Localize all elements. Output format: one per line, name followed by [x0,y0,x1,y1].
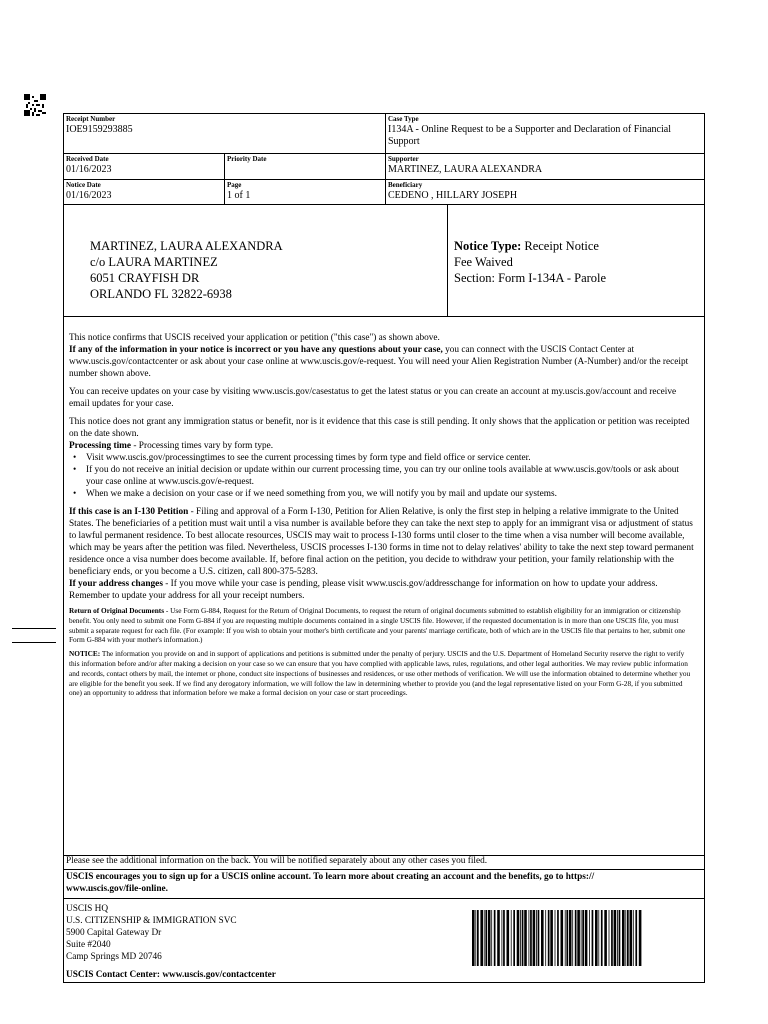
page-cell [225,180,386,205]
page-number: 1 of 1 [227,190,251,201]
list-item: • Visit www.uscis.gov/processingtimes to see the current processing times by form type and field office or service center. [81,452,696,464]
received-date-label: Received Date [66,155,109,163]
page-label: Page [227,181,242,189]
paragraph: You can receive updates on your case by visiting www.uscis.gov/casestatus to get the latest status or you can create an account at my.uscis.gov/account and receive email updates for your case. [69,387,677,409]
form-section: Section: Form I-134A - Parole [454,271,607,285]
address-line: c/o LAURA MARTINEZ [90,255,218,269]
fold-mark [12,628,56,629]
paragraph: NOTICE: The information you provide on and in support of applications and petitions is submitted under the penalty of perjury. USCIS and the U.S. Department of Homeland Security reserve the right to verify this information before and/or after making a decision on your case so we can ensure that you have complied with applicable laws, rules, regulations, and other legal authorities. We may review public information and records, contact others by mail, the internet or phone, conduct site inspections of businesses and residences, or use other methods of verification. We will use the information obtained to determine whether you are eligible for the benefit you seek. If we find any derogatory information, we will follow the law in determining whether to provide you (and the legal representative listed on your Form G-28, if you submitted one) an opportunity to address that information before we make a formal decision on your case or start proceedings. [69,649,691,698]
notice-type-label: Notice Type: [454,239,522,253]
notice-date-cell [64,180,225,205]
beneficiary: CEDENO , HILLARY JOSEPH [388,190,518,201]
address-line: ORLANDO FL 32822-6938 [90,287,232,301]
notice-date-label: Notice Date [66,181,101,189]
receipt-notice-form [63,113,705,983]
case-type: I134A - Online Request to be a Supporter and Declaration of Financial Support [388,124,671,147]
additional-info: Please see the additional information on the back. You will be notified separately about any other cases you filed. [66,856,488,866]
uscis-address: USCIS HQ U.S. CITIZENSHIP & IMMIGRATION SVC 5900 Capital Gateway Dr Suite #2040 Camp Springs MD 20746 [66,904,237,962]
priority-date-cell [225,154,386,180]
online-account-notice: USCIS encourages you to sign up for a USCIS online account. To learn more about creating an account and the benefits, go to https:// www.uscis.gov/file-online. [66,872,595,894]
priority-date-label: Priority Date [227,155,267,163]
beneficiary-cell [386,180,704,205]
paragraph: If your address changes - If you move while your case is pending, please visit www.uscis.gov/addresschange for information on how to update your address. Remember to update your address for all your receipt numbers. [69,579,658,601]
received-date: 01/16/2023 [66,164,112,175]
notice-type-block [454,238,606,286]
fee-status: Fee Waived [454,255,513,269]
notice-body [69,332,696,704]
received-date-cell [64,154,225,180]
receipt-number-cell [64,114,386,154]
receipt-number: IOE9159293885 [66,124,133,135]
notice-type-value: Receipt Notice [524,239,599,253]
contact-center: USCIS Contact Center: www.uscis.gov/contactcenter [66,970,276,980]
processing-list [69,452,696,500]
fold-mark [12,642,56,643]
list-item: • If you do not receive an initial decision or update within our current processing time, you can try our online tools available at www.uscis.gov/tools or ask about your case online at www.uscis.gov/e-request. [81,464,696,488]
receipt-number-label: Receipt Number [66,115,116,123]
paragraph: This notice confirms that USCIS received your application or petition ("this case") as shown above. If any of the information in your notice is incorrect or you have any questions about your case, you can connect with the USCIS Contact Center at www.uscis.gov/contactcenter or ask about your case online at www.uscis.gov/e-request. You will need your Alien Registration Number (A-Number) and/or the receipt number shown above. [69,333,689,379]
case-type-cell [386,114,704,154]
mailing-address [90,238,283,302]
address-line: MARTINEZ, LAURA ALEXANDRA [90,239,283,253]
notice-date: 01/16/2023 [66,190,112,201]
beneficiary-label: Beneficiary [388,181,423,189]
qr-code-icon [24,94,46,116]
divider [64,316,704,317]
supporter-cell [386,154,704,180]
paragraph: Return of Original Documents - Use Form G-884, Request for the Return of Original Documents, to request the return of original documents submitted to establish eligibility for an immigration or citizenship benefit. You only need to submit one Form G-884 if you are requesting multiple documents contained in a single USCIS file. However, if the requested documentation is in more than one USCIS file, you must submit a separate request for each file. (For example: If you wish to obtain your mother's birth certificate and your parents' marriage certificate, both of which are in the USCIS file that pertains to her, submit one Form G-884 with your mother's information.) [69,606,686,645]
supporter: MARTINEZ, LAURA ALEXANDRA [388,164,543,175]
barcode-icon [472,910,644,966]
supporter-label: Supporter [388,155,419,163]
address-line: 6051 CRAYFISH DR [90,271,200,285]
list-item: • When we make a decision on your case or if we need something from you, we will notify you by mail and update our systems. [81,488,696,500]
case-type-label: Case Type [388,115,419,123]
paragraph: This notice does not grant any immigration status or benefit, nor is it evidence that this case is still pending. It only shows that the application or petition was receipted on the date shown. [69,417,690,439]
processing-time: Processing time - Processing times vary by form type. [69,441,274,451]
paragraph: If this case is an I-130 Petition - Filing and approval of a Form I-130, Petition for Alien Relative, is only the first step in helping a relative immigrate to the United States. The beneficiaries of a petition must wait until a visa number is available before they can take the next step to apply for an immigrant visa or adjustment of status to lawful permanent residence. To best allocate resources, USCIS may wait to process I-130 forms until closer to the time when a visa number will become available, which may be years after the petition was filed. Nevertheless, USCIS processes I-130 forms in time not to delay relatives' ability to take the next step toward permanent residence once a visa number does become available. If, before final action on the petition, you decide to withdraw your petition, your family relationship with the beneficiary ends, or you become a U.S. citizen, call 800-375-5283. [69,507,694,577]
divider [447,204,448,316]
